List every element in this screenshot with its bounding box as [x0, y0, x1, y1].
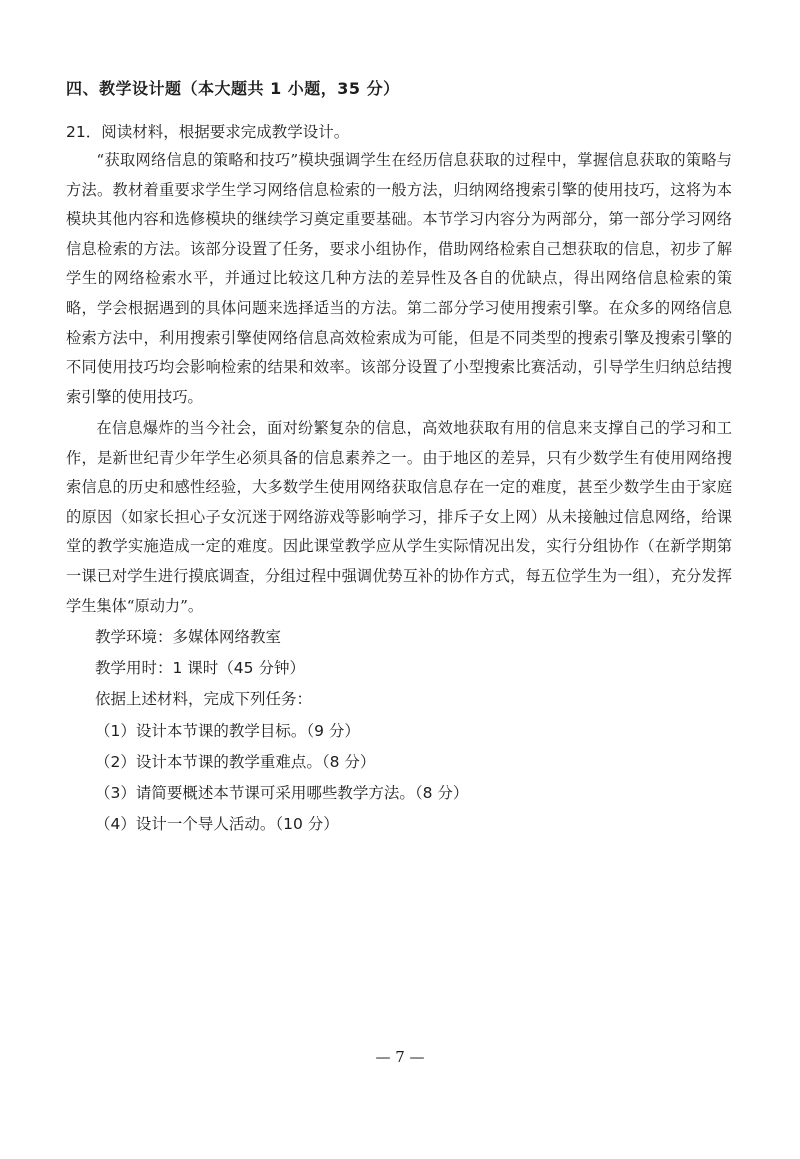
teaching-environment: 教学环境：多媒体网络教室	[95, 628, 282, 646]
task-item: （4）设计一个导人活动。（10 分）	[95, 815, 339, 833]
teaching-duration: 教学用时：1 课时（45 分钟）	[95, 659, 305, 677]
question-prompt: 21．阅读材料，根据要求完成教学设计。	[66, 123, 350, 141]
task-instruction: 依据上述材料，完成下列任务：	[95, 690, 313, 708]
material-paragraph-1: “获取网络信息的策略和技巧”模块强调学生在经历信息获取的过程中，掌握信息获取的策略与方法。教材着重要求学生学习网络信息检索的一般方法，归纳网络搜索引擎的使用技巧，这将为本模块其他内容和选修模块的继续学习奠定重要基础。本节学习内容分为两部分，第一部分学习网络信息检索的方法。该部分设置了任务，要求小组协作，借助网络检索自己想获取的信息，初步了解学生的网络检索水平，并通过比较这几种方法的差异性及各自的优缺点，得出网络信息检索的策略，学会根据遇到的具体问题来选择适当的方法。第二部分学习使用搜索引擎。在众多的网络信息检索方法中，利用搜索引擎使网络信息高效检索成为可能，但是不同类型的搜索引擎及搜索引擎的不同使用技巧均会影响检索的结果和效率。该部分设置了小型搜索比赛活动，引导学生归纳总结搜索引擎的使用技巧。	[66, 151, 732, 406]
task-item: （1）设计本节课的教学目标。（9 分）	[95, 722, 360, 740]
page-number: — 7 —	[375, 1048, 425, 1066]
task-item: （2）设计本节课的教学重难点。（8 分）	[95, 753, 376, 771]
material-paragraph-2: 在信息爆炸的当今社会，面对纷繁复杂的信息，高效地获取有用的信息来支撑自己的学习和工作，是新世纪青少年学生必须具备的信息素养之一。由于地区的差异，只有少数学生有使用网络搜索信息的历史和感性经验，大多数学生使用网络获取信息存在一定的难度，甚至少数学生由于家庭的原因（如家长担心子女沉迷于网络游戏等影响学习，排斥子女上网）从未接触过信息网络，给课堂的教学实施造成一定的难度。因此课堂教学应从学生实际情况出发，实行分组协作（在新学期第一课已对学生进行摸底调查，分组过程中强调优势互补的协作方式，每五位学生为一组），充分发挥学生集体“原动力”。	[66, 419, 732, 615]
section-heading: 四、教学设计题（本大题共 1 小题，35 分）	[66, 79, 400, 98]
task-item: （3）请简要概述本节课可采用哪些教学方法。（8 分）	[95, 784, 469, 802]
